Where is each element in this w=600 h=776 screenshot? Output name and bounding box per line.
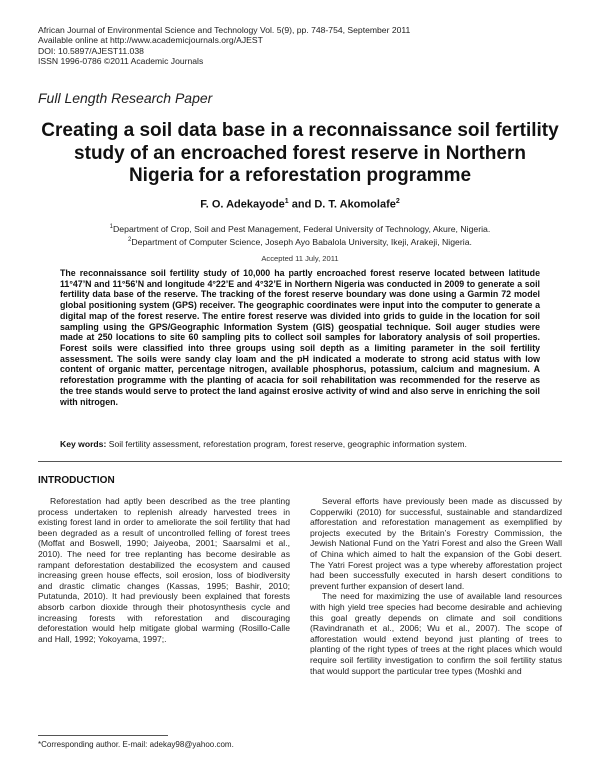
affiliation-marker: 1 bbox=[284, 198, 289, 205]
doi-line: DOI: 10.5897/AJEST11.038 bbox=[38, 45, 144, 56]
author-list bbox=[0, 198, 600, 211]
journal-citation: African Journal of Environmental Science and Technology Vol. 5(9), pp. 748-754, September 2011 bbox=[38, 25, 411, 35]
paragraph: Reforestation had aptly been described as the tree planting process undertaken to replenish already harvested trees in existing forest land in order to ameliorate the soil fertility that had been degraded as a result of uncontrolled felling of forest trees (Moffat and Boswell, 1990; Jaiyeoba, 2001; Saarsalmi et al., 2010). The need for tree replanting has become desirable as rampant deforestation destabilized the ecosystem and caused increasing green house effects, soil erosion, loss of biodiversity and drastic climatic changes (Kassas, 1995; Bashir, 2010; Putatunda, 2010). It had previously been explained that forests absorb carbon dioxide through their photosynthesis cycle and increasing forests with reforestation and discouraging deforestation would help mitigate global warming (Rosillo-Calle and Hall, 1992; Yokoyama, 1997;. bbox=[38, 496, 290, 644]
keywords bbox=[60, 439, 550, 449]
author-name: F. O. Adekayode bbox=[200, 198, 285, 211]
paragraph: The need for maximizing the use of available land resources with high yield tree species had become desirable and achieving this goal greatly depends on climate and soil conditions (Ravindranath et al., 2006; Wu et al., 2007). The scope of afforestation would extend beyond just planting of trees to planting of the right types of trees at the right places which would require soil fertility investigation to confirm the soil fertility status that would support the particular tree types (Moshki and bbox=[310, 591, 562, 676]
paper-title: Creating a soil data base in a reconnaissance soil fertility study of an encroached forest reserve in Northern Nigeria for a reforestation programme bbox=[41, 120, 559, 186]
section-divider bbox=[38, 461, 562, 462]
accepted-date: Accepted 11 July, 2011 bbox=[261, 254, 339, 263]
footnote-divider bbox=[38, 735, 168, 736]
affiliation-2 bbox=[0, 235, 600, 248]
affiliations bbox=[0, 222, 600, 248]
availability-line: Available online at http://www.academicjournals.org/AJEST bbox=[38, 35, 263, 46]
issn-line: ISSN 1996-0786 ©2011 Academic Journals bbox=[38, 56, 204, 67]
author-conjunction: and bbox=[288, 198, 315, 211]
affiliation-marker: 2 bbox=[395, 198, 400, 205]
abstract: The reconnaissance soil fertility study of 10,000 ha partly encroached forest reserve located between latitude 11°47’N and 11°56’N and longitude 4°22’E and 4°32’E in Northern Nigeria was conducted in 2009 to generate a soil fertility data base of the reserve. The tracking of the forest reserve boundary was done using a Garmin 72 model global positioning system (GPS) receiver. The geographic coordinates were input into the computer to generate a digital map of the forest reserve. The entire forest reserve was divided into grids to guide in the location for soil sampling using the GPS/Geographic Information System (GIS) geospatial technique. Soil auger studies were made at 250 locations to site 60 sampling pits to collect soil samples for laboratory analysis of soil properties. Forest soils were classified into three groups using soil depth as a limiting parameter in the soil fertility assessment. The soils were sandy clay loam and the pH indicated a moderate to strong acid status with low content of organic matter, percentage nitrogen, available phosphorus, potassium, calcium and magnesium. A reforestation programme with the planting of acacia for soil rehabilitation was recommended for the reserve as the tree stands would serve to protect the land against erosive activity of wind and also serve in enriching the soil with nitrogen. bbox=[60, 268, 540, 407]
author-name: D. T. Akomolafe bbox=[314, 198, 396, 211]
affiliation-1 bbox=[0, 222, 600, 235]
corresponding-author-footnote: *Corresponding author. E-mail: adekay98@yahoo.com. bbox=[38, 740, 234, 749]
affiliation-text: Department of Computer Science, Joseph Ayo Babalola University, Ikeji, Arakeji, Nigeria. bbox=[131, 236, 472, 247]
journal-header bbox=[38, 25, 410, 67]
affiliation-text: Department of Crop, Soil and Pest Management, Federal University of Technology, Akure, Nigeria. bbox=[113, 223, 491, 234]
left-column bbox=[38, 496, 290, 644]
right-column bbox=[310, 496, 562, 676]
keywords-text: Soil fertility assessment, reforestation program, forest reserve, geographic information system. bbox=[106, 439, 467, 449]
affiliation-marker: 1 bbox=[109, 224, 114, 230]
keywords-label: Key words: bbox=[60, 439, 107, 449]
document-type: Full Length Research Paper bbox=[38, 90, 213, 106]
paragraph: Several efforts have previously been made as discussed by Copperwiki (2010) for successful, sustainable and standardized afforestation and reforestation management as exemplified by projects executed by the Britain’s Forestry Commission, the Jewish National Fund on the Yatri Forest and also the Green Wall of China which aimed to halt the expansion of the Gobi desert. The Yatri Forest project was a type whereby afforestation project had been successfully executed in harsh desert conditions to prevent further expansion of desert land. bbox=[310, 496, 562, 591]
affiliation-marker: 2 bbox=[128, 236, 132, 243]
section-heading-introduction: INTRODUCTION bbox=[38, 475, 115, 486]
